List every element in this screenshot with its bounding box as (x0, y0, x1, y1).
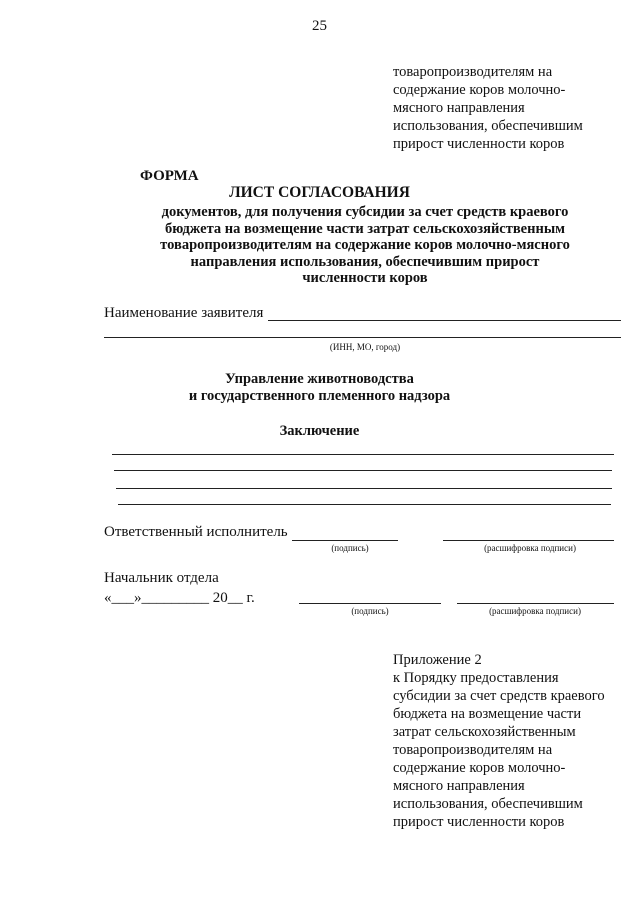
decoding-caption: (расшифровка подписи) (484, 543, 576, 553)
appendix-line: товаропроизводителям на (393, 742, 553, 758)
department-name (0, 371, 639, 405)
appendix-line: субсидии за счет средств краевого (393, 688, 605, 704)
head-signature-line[interactable] (299, 603, 441, 604)
description-line: направления использования, обеспечившим прирост (190, 253, 540, 270)
appendix-line: прирост численности коров (393, 814, 565, 830)
decoding-caption: (расшифровка подписи) (489, 606, 581, 616)
appendix-line: Приложение 2 (393, 652, 482, 668)
appendix-block (393, 651, 633, 831)
description-line: документов, для получения субсидии за счет средств краевого (161, 204, 569, 220)
signature-caption: (подпись) (331, 543, 369, 553)
conclusion-line[interactable] (116, 488, 612, 489)
date-field[interactable]: «___»_________ 20__ г. (104, 590, 255, 606)
department-line: и государственного племенного надзора (188, 388, 451, 404)
form-label: ФОРМА (140, 168, 199, 184)
head-label: Начальник отдела (104, 570, 219, 586)
appendix-line: к Порядку предоставления (393, 670, 559, 686)
description-line: товаропроизводителям на содержание коров молочно-мясного (160, 237, 570, 253)
applicant-name-line[interactable] (268, 320, 621, 321)
document-description (100, 204, 630, 287)
conclusion-line[interactable] (112, 454, 614, 455)
responsible-decoding-line[interactable] (443, 540, 614, 541)
responsible-label: Ответственный исполнитель (104, 524, 288, 540)
appendix-line: мясного направления (393, 778, 525, 794)
header-line: прирост численности коров (393, 136, 565, 152)
page-number: 25 (312, 18, 327, 34)
applicant-label: Наименование заявителя (104, 305, 264, 321)
header-continuation (393, 63, 633, 153)
conclusion-line[interactable] (118, 504, 611, 505)
appendix-line: использования, обеспечившим (393, 796, 583, 812)
description-line: численности коров (302, 270, 428, 286)
applicant-details-line[interactable] (104, 337, 621, 338)
conclusion-line[interactable] (114, 470, 612, 471)
document-title: ЛИСТ СОГЛАСОВАНИЯ (229, 184, 410, 201)
appendix-line: бюджета на возмещение части (393, 706, 582, 722)
signature-caption: (подпись) (351, 606, 389, 616)
conclusion-label: Заключение (279, 423, 360, 439)
responsible-signature-line[interactable] (292, 540, 398, 541)
header-line: содержание коров молочно- (393, 82, 566, 98)
header-line: использования, обеспечившим (393, 118, 583, 134)
appendix-line: содержание коров молочно- (393, 760, 566, 776)
applicant-caption: (ИНН, МО, город) (329, 342, 401, 352)
header-line: товаропроизводителям на (393, 64, 553, 80)
header-line: мясного направления (393, 100, 525, 116)
appendix-line: затрат сельскохозяйственным (393, 724, 576, 740)
head-decoding-line[interactable] (457, 603, 614, 604)
department-line: Управление животноводства (225, 371, 414, 387)
description-line: бюджета на возмещение части затрат сельскохозяйственным (164, 220, 566, 237)
